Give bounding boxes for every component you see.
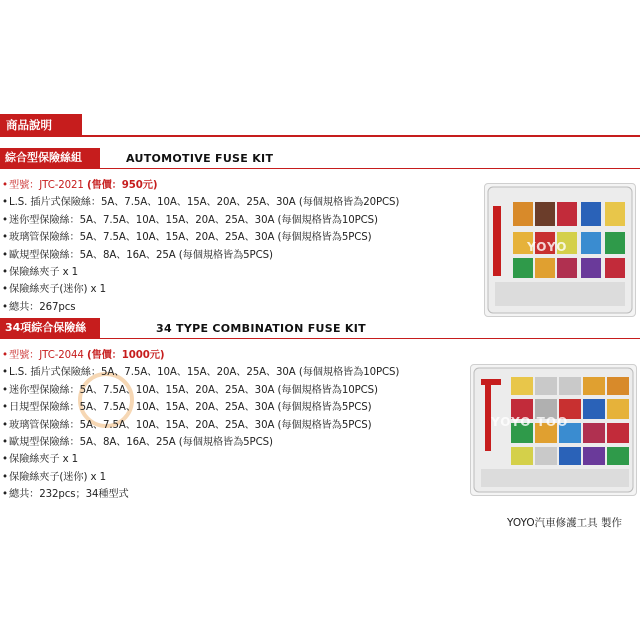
- list-item: •迷你型保險絲：5A、7.5A、10A、15A、20A、25A、30A (每個規格皆為10PCS): [2, 214, 378, 226]
- kit1-product-photo: [484, 183, 636, 317]
- footer-credit: YOYO汽車修護工具 製作: [507, 517, 622, 529]
- kit1-section-title: [0, 148, 273, 168]
- list-item: •玻璃管保險絲：5A、7.5A、10A、15A、20A、25A、30A (每個規格皆為5PCS): [2, 419, 372, 431]
- kit1-spec-list: [2, 177, 399, 316]
- list-item: •保險絲夾子 x 1: [2, 454, 79, 466]
- kit2-model-line: •型號：JTC-2044 (售價：1000元): [2, 350, 165, 361]
- kit2-label: 34項綜合保險絲組: [0, 318, 100, 338]
- kit2-price: (售價：1000元): [86, 350, 165, 361]
- kit1-model-line: •型號：JTC-2021 (售價：950元): [2, 180, 158, 191]
- kit1-label: 綜合型保險絲組: [0, 148, 100, 168]
- kit2-watermark: YOYO TOO: [491, 415, 569, 429]
- list-item: •保險絲夾子(迷你) x 1: [2, 471, 106, 483]
- list-item: •歐規型保險絲：5A、8A、16A、25A (每個規格皆為5PCS): [2, 436, 273, 448]
- kit2-model: 型號：JTC-2044: [9, 350, 87, 361]
- list-item: •L.S. 插片式保險絲：5A、7.5A、10A、15A、20A、25A、30A (每個規格皆為20PCS): [2, 197, 400, 209]
- list-item: •歐規型保險絲：5A、8A、16A、25A (每個規格皆為5PCS): [2, 249, 273, 261]
- kit1-price: (售價：950元): [86, 180, 158, 191]
- fuse-box-illustration-2: [471, 365, 636, 495]
- list-item: •保險絲夾子 x 1: [2, 266, 79, 278]
- kit2-title-en: 34 TYPE COMBINATION FUSE KIT: [156, 321, 366, 335]
- list-item: •L.S. 插片式保險絲：5A、7.5A、10A、15A、20A、25A、30A (每個規格皆為10PCS): [2, 367, 400, 379]
- description-header: [0, 114, 82, 136]
- kit2-spec-list: [2, 347, 399, 504]
- kit1-title-en: AUTOMOTIVE FUSE KIT: [126, 151, 274, 165]
- list-item: •日規型保險絲：5A、7.5A、10A、15A、20A、25A、30A (每個規格皆為5PCS): [2, 402, 372, 414]
- list-item: •總共：267pcs: [2, 301, 76, 313]
- kit2-section-title: [0, 318, 366, 354]
- kit1-divider: [0, 168, 640, 169]
- header-divider: [0, 135, 640, 137]
- list-item: •迷你型保險絲：5A、7.5A、10A、15A、20A、25A、30A (每個規格皆為10PCS): [2, 384, 378, 396]
- kit1-watermark: YOYO: [527, 240, 568, 254]
- kit1-model: 型號：JTC-2021: [9, 180, 87, 191]
- list-item: •總共：232pcs；34種型式: [2, 489, 129, 501]
- kit2-product-photo: [470, 364, 637, 496]
- kit2-divider: [0, 338, 640, 339]
- list-item: •玻璃管保險絲：5A、7.5A、10A、15A、20A、25A、30A (每個規格皆為5PCS): [2, 232, 372, 244]
- description-header-title: 商品說明: [6, 118, 52, 132]
- list-item: •保險絲夾子(迷你) x 1: [2, 284, 106, 296]
